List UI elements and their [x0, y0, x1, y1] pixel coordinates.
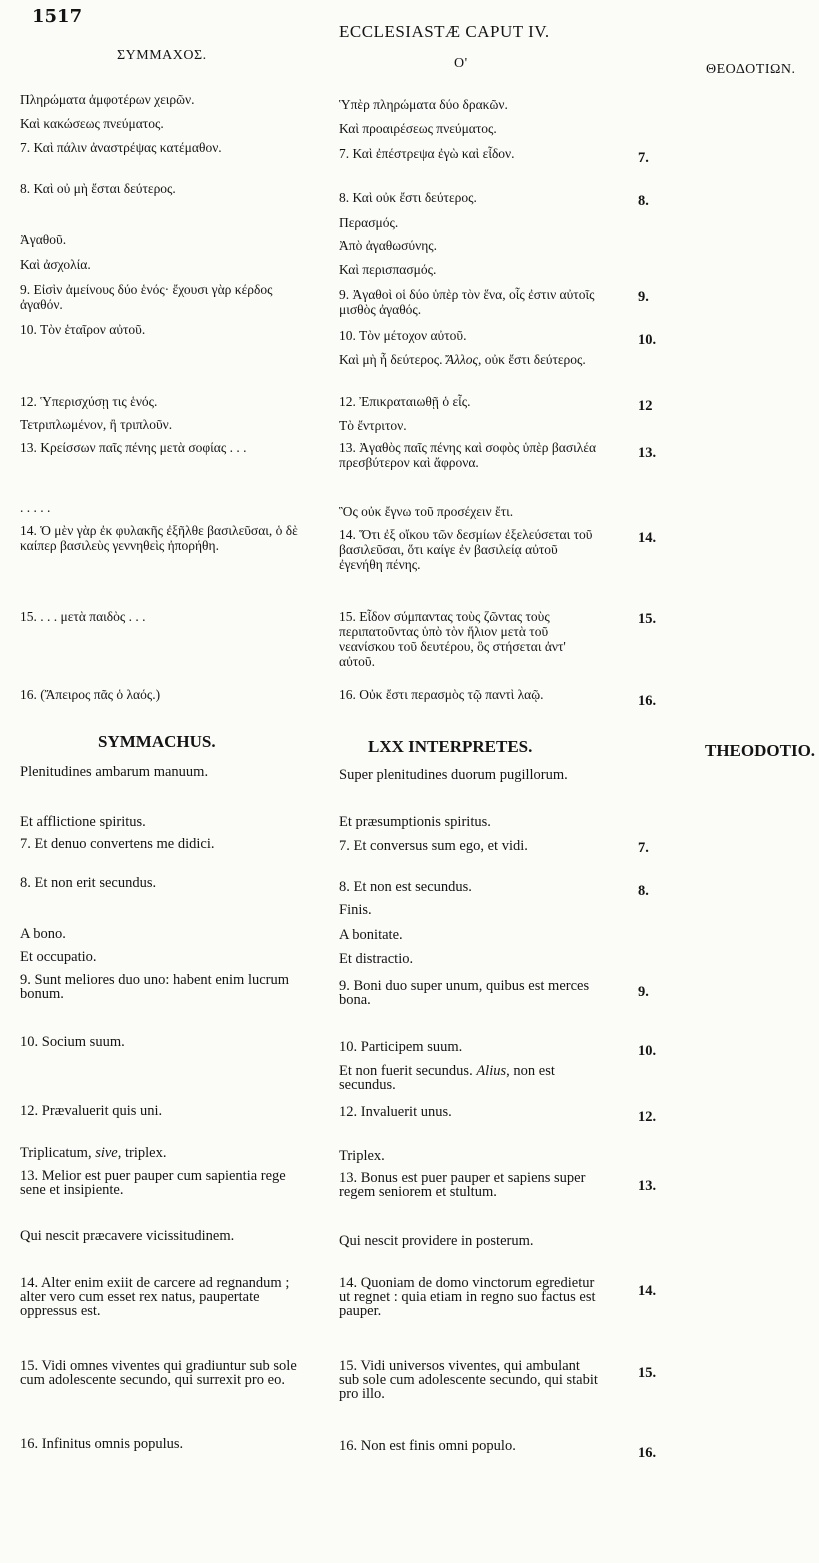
greek-sym-line: Καὶ ἀσχολία. — [20, 257, 91, 272]
latin-verse-number: 10. — [638, 1043, 657, 1059]
greek-verse-number: 9. — [638, 289, 649, 305]
greek-sym-line: 13. Κρείσσων παῖς πένης μετὰ σοφίας . . . — [20, 440, 247, 455]
greek-sym-line: Ἀγαθοῦ. — [20, 232, 67, 247]
latin-lxx-line: Finis. — [339, 902, 372, 918]
greek-lxx-line: Ὑπὲρ πληρώματα δύο δρακῶν. — [339, 97, 508, 112]
latin-verse-number: 7. — [638, 840, 649, 856]
latin-sym-line: 7. Et denuo convertens me didici. — [20, 836, 215, 852]
greek-verse-number: 15. — [638, 611, 657, 627]
greek-lxx-line: 13. Ἀγαθὸς παῖς πένης καὶ σοφὸς ὑπὲρ βασιλέα πρεσβύτερον καὶ ἄφρονα. — [339, 440, 597, 470]
latin-sym-text: , triplex. — [117, 1145, 167, 1161]
greek-lxx-line: Καὶ προαιρέσεως πνεύματος. — [339, 121, 497, 136]
latin-sym-line: Qui nescit præcavere vicissitudinem. — [20, 1228, 235, 1244]
greek-lxx-line: Περασμός. — [339, 215, 399, 230]
latin-lxx-line: A bonitate. — [339, 927, 403, 943]
latin-lxx-italic: Alius — [476, 1063, 507, 1079]
latin-verse-number: 8. — [638, 883, 649, 899]
latin-lxx-line: Et præsumptionis spiritus. — [339, 814, 491, 830]
latin-verse-number: 13. — [638, 1178, 657, 1194]
latin-sym-italic: sive — [95, 1145, 118, 1161]
latin-lxx-text: , non est secundus. — [339, 1063, 555, 1093]
greek-lxx-text: , οὐκ ἔστι δεύτερος. — [478, 352, 586, 367]
greek-lxx-line: 7. Καὶ ἐπέστρεψα ἐγὼ καὶ εἶδον. — [339, 146, 515, 161]
greek-lxx-line: Ἀπὸ ἀγαθωσύνης. — [339, 238, 438, 253]
latin-verse-number: 9. — [638, 984, 649, 1000]
latin-sym-line: 14. Alter enim exiit de carcere ad regnandum ; alter vero cum esset rex natus, paupertate oppressus est. — [20, 1275, 290, 1319]
greek-sym-line: 14. Ὁ μὲν γὰρ ἐκ φυλακῆς ἐξῆλθε βασιλεῦσαι, ὁ δὲ καίπερ βασιλεὺς γεννηθεὶς ἠπορήθη. — [20, 523, 298, 553]
latin-sym-line: Plenitudines ambarum manuum. — [20, 764, 209, 780]
latin-sym-line: 15. Vidi omnes viventes qui gradiuntur sub sole cum adolescente secundo, qui surrexit pro eo. — [20, 1358, 297, 1388]
greek-sym-line: 15. . . . μετὰ παιδὸς . . . — [20, 609, 146, 624]
latin-verse-number: 12. — [638, 1109, 657, 1125]
greek-lxx-line: Τὸ ἔντριτον. — [339, 418, 407, 433]
greek-lxx-text: Καὶ μὴ ἦ δεύτερος. — [339, 352, 443, 367]
latin-lxx-line: 15. Vidi universos viventes, qui ambulant sub sole cum adolescente secundo, qui stabit pro illo. — [339, 1358, 598, 1402]
latin-lxx-line: 7. Et conversus sum ego, et vidi. — [339, 838, 528, 854]
latin-lxx-line: 14. Quoniam de domo vinctorum egredietur ut regnet : quia etiam in regno suo factus est pauper. — [339, 1275, 596, 1319]
greek-lxx-line: 8. Καὶ οὐκ ἔστι δεύτερος. — [339, 190, 477, 205]
greek-lxx-italic: Ἄλλος — [445, 352, 478, 367]
greek-sym-line: 16. (Ἄπειρος πᾶς ὁ λαός.) — [20, 687, 161, 702]
latin-heading-theodotio: THEODOTIO. — [705, 741, 816, 760]
latin-heading-symmachus: SYMMACHUS. — [98, 732, 216, 751]
latin-sym-line: 8. Et non erit secundus. — [20, 875, 157, 891]
greek-lxx-line: Ὃς οὐκ ἔγνω τοῦ προσέχειν ἔτι. — [339, 504, 514, 519]
greek-verse-number: 12 — [638, 398, 653, 414]
latin-lxx-line: Triplex. — [339, 1148, 385, 1164]
latin-lxx-text: Et non fuerit secundus. — [339, 1063, 477, 1079]
latin-sym-line: 9. Sunt meliores duo uno: habent enim lucrum bonum. — [20, 972, 290, 1002]
latin-lxx-line: 8. Et non est secundus. — [339, 879, 472, 895]
greek-sym-line: 10. Τὸν ἑταῖρον αὐτοῦ. — [20, 322, 146, 337]
page-title: ECCLESIASTÆ CAPUT IV. — [339, 22, 550, 41]
latin-sym-text: Triplicatum, — [20, 1145, 96, 1161]
greek-sym-line: 8. Καὶ οὐ μὴ ἔσται δεύτερος. — [20, 181, 176, 196]
greek-heading-symmachus: ΣΥΜΜΑΧΟΣ. — [117, 48, 207, 63]
greek-sym-line: Πληρώματα ἀμφοτέρων χειρῶν. — [20, 92, 195, 107]
latin-lxx-line: 13. Bonus est puer pauper et sapiens super regem seniorem et stultum. — [339, 1170, 586, 1200]
greek-verse-number: 7. — [638, 150, 649, 166]
latin-verse-number: 14. — [638, 1283, 657, 1299]
greek-heading-lxx: Ο' — [454, 56, 468, 71]
greek-sym-line: Τετριπλωμένον, ἢ τριπλοῦν. — [20, 417, 173, 432]
greek-sym-line: 7. Καὶ πάλιν ἀναστρέψας κατέμαθον. — [20, 140, 222, 155]
latin-lxx-line: 9. Boni duo super unum, quibus est merces bona. — [339, 978, 590, 1008]
greek-verse-number: 10. — [638, 332, 657, 348]
latin-sym-line: 13. Melior est puer pauper cum sapientia rege sene et insipiente. — [20, 1168, 286, 1198]
greek-lxx-line — [339, 352, 601, 367]
latin-sym-line: 12. Prævaluerit quis uni. — [20, 1103, 163, 1119]
greek-verse-number: 13. — [638, 445, 657, 461]
greek-lxx-line: 12. Ἐπικραταιωθῇ ὁ εἷς. — [339, 394, 471, 409]
latin-lxx-line — [339, 1064, 601, 1092]
greek-sym-line: 9. Εἰσὶν ἀμείνους δύο ἑνός· ἔχουσι γὰρ κέρδος ἀγαθόν. — [20, 282, 273, 312]
greek-lxx-line: Καὶ περισπασμός. — [339, 262, 437, 277]
latin-lxx-line: Qui nescit providere in posterum. — [339, 1233, 534, 1249]
greek-lxx-line: 9. Ἀγαθοὶ οἱ δύο ὑπὲρ τὸν ἕνα, οἷς ἐστιν αὐτοῖς μισθὸς ἀγαθός. — [339, 287, 595, 317]
greek-sym-line: Καὶ κακώσεως πνεύματος. — [20, 116, 164, 131]
greek-verse-number: 8. — [638, 193, 649, 209]
latin-sym-line: 10. Socium suum. — [20, 1034, 125, 1050]
greek-sym-line: 12. Ὑπερισχύσῃ τις ἑνός. — [20, 394, 158, 409]
latin-lxx-line: Super plenitudines duorum pugillorum. — [339, 767, 568, 783]
greek-lxx-line: 14. Ὅτι ἐξ οἴκου τῶν δεσμίων ἐξελεύσεται τοῦ βασιλεῦσαι, ὅτι καίγε ἐν βασιλείᾳ αὐτοῦ ἐγενήθη πένης. — [339, 527, 593, 572]
latin-lxx-line: 16. Non est finis omni populo. — [339, 1438, 516, 1454]
greek-lxx-line: 15. Εἶδον σύμπαντας τοὺς ζῶντας τοὺς περιπατοῦντας ὑπὸ τὸν ἥλιον μετὰ τοῦ νεανίσκου τοῦ δευτέρου, ὃς στήσεται ἀντ' αὐτοῦ. — [339, 609, 566, 669]
latin-lxx-line: 12. Invaluerit unus. — [339, 1104, 452, 1120]
latin-sym-line: Et occupatio. — [20, 949, 97, 965]
latin-sym-line: A bono. — [20, 926, 66, 942]
page-number: 1517 — [32, 6, 83, 27]
latin-verse-number: 16. — [638, 1445, 657, 1461]
latin-sym-line: 16. Infinitus omnis populus. — [20, 1436, 184, 1452]
greek-sym-line: . . . . . — [20, 500, 51, 515]
greek-heading-theodotion: ΘΕΟΔΟΤΙΩΝ. — [706, 62, 796, 77]
greek-lxx-line: 16. Οὐκ ἔστι περασμὸς τῷ παντὶ λαῷ. — [339, 687, 544, 702]
latin-sym-line: Et afflictione spiritus. — [20, 814, 146, 830]
greek-lxx-line: 10. Τὸν μέτοχον αὐτοῦ. — [339, 328, 467, 343]
latin-sym-line — [20, 1146, 306, 1160]
latin-lxx-line: 10. Participem suum. — [339, 1039, 463, 1055]
greek-verse-number: 16. — [638, 693, 657, 709]
greek-verse-number: 14. — [638, 530, 657, 546]
latin-lxx-line: Et distractio. — [339, 951, 414, 967]
latin-verse-number: 15. — [638, 1365, 657, 1381]
latin-heading-lxx: LXX INTERPRETES. — [368, 737, 533, 756]
